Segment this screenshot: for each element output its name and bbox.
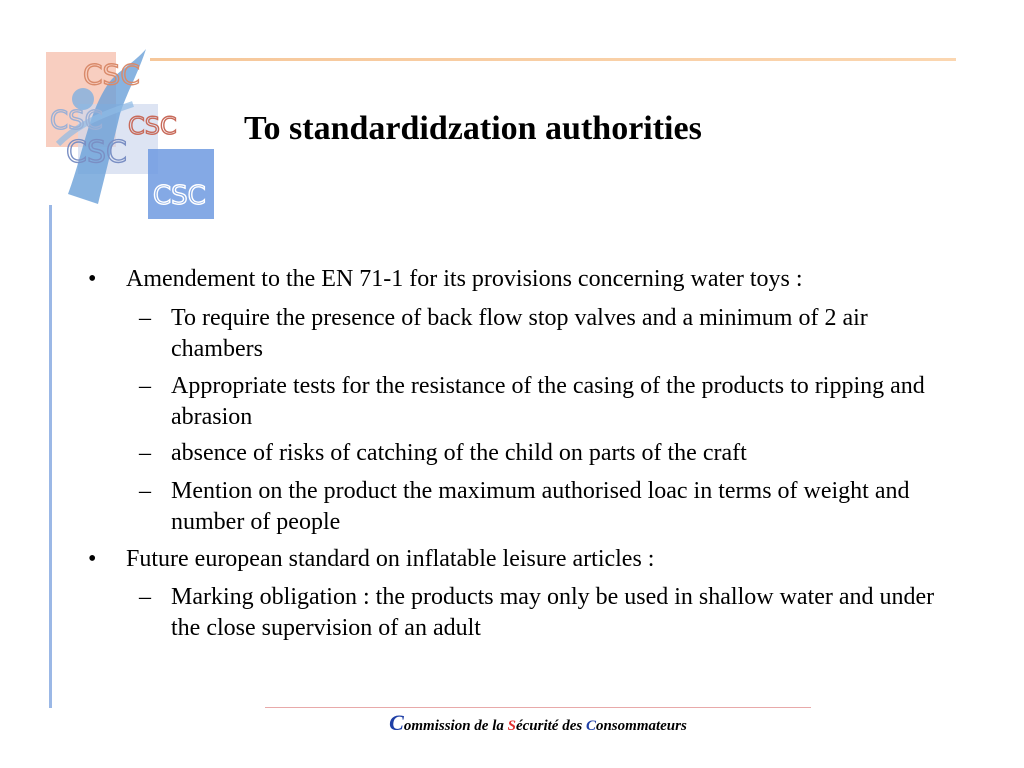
- footer-letter-s: S: [507, 718, 516, 734]
- slide-title: To standardidzation authorities: [244, 110, 702, 147]
- bullet-text: Amendement to the EN 71-1 for its provisions concerning water toys :: [126, 266, 803, 292]
- bullet-icon: •: [88, 266, 97, 292]
- svg-text:CSC: CSC: [83, 58, 140, 91]
- bullet-item: [88, 544, 956, 575]
- sub-item: [139, 582, 956, 644]
- bullet-text: Future european standard on inflatable leisure articles :: [126, 546, 655, 572]
- sub-item-text: Appropriate tests for the resistance of the casing of the products to ripping and abrasion: [171, 373, 925, 430]
- dash-icon: –: [139, 478, 151, 504]
- footer-letter-c: C: [585, 718, 596, 734]
- dash-icon: –: [139, 584, 151, 610]
- sub-item-text: absence of risks of catching of the child on parts of the craft: [171, 440, 747, 466]
- sub-item-text: Marking obligation : the products may only be used in shallow water and under the close supervision of an adult: [171, 584, 935, 641]
- footer-text: ommission de la: [403, 718, 508, 734]
- footer-text: onsommateurs: [595, 718, 687, 734]
- bullet-item: [88, 264, 956, 295]
- footer-text: écurité des: [515, 718, 586, 734]
- dash-icon: –: [139, 440, 151, 466]
- svg-text:CSC: CSC: [50, 106, 103, 136]
- footer-caption: [0, 710, 1024, 736]
- sub-item: [139, 438, 956, 469]
- sub-item: [139, 303, 956, 365]
- top-rule: [150, 58, 956, 61]
- svg-text:CSC: CSC: [128, 112, 177, 140]
- sub-item: [139, 371, 956, 433]
- bullet-icon: •: [88, 546, 97, 572]
- footer-rule: [265, 707, 811, 708]
- footer-letter-c: C: [389, 710, 404, 735]
- svg-text:CSC: CSC: [66, 135, 127, 170]
- dash-icon: –: [139, 373, 151, 399]
- csc-logo: [38, 44, 218, 224]
- sub-item: [139, 476, 956, 538]
- sub-item-text: To require the presence of back flow stop valves and a minimum of 2 air chambers: [171, 305, 868, 362]
- svg-text:CSC: CSC: [153, 181, 206, 211]
- sub-item-text: Mention on the product the maximum authorised loac in terms of weight and number of people: [171, 478, 910, 535]
- left-rule: [49, 205, 52, 708]
- dash-icon: –: [139, 305, 151, 331]
